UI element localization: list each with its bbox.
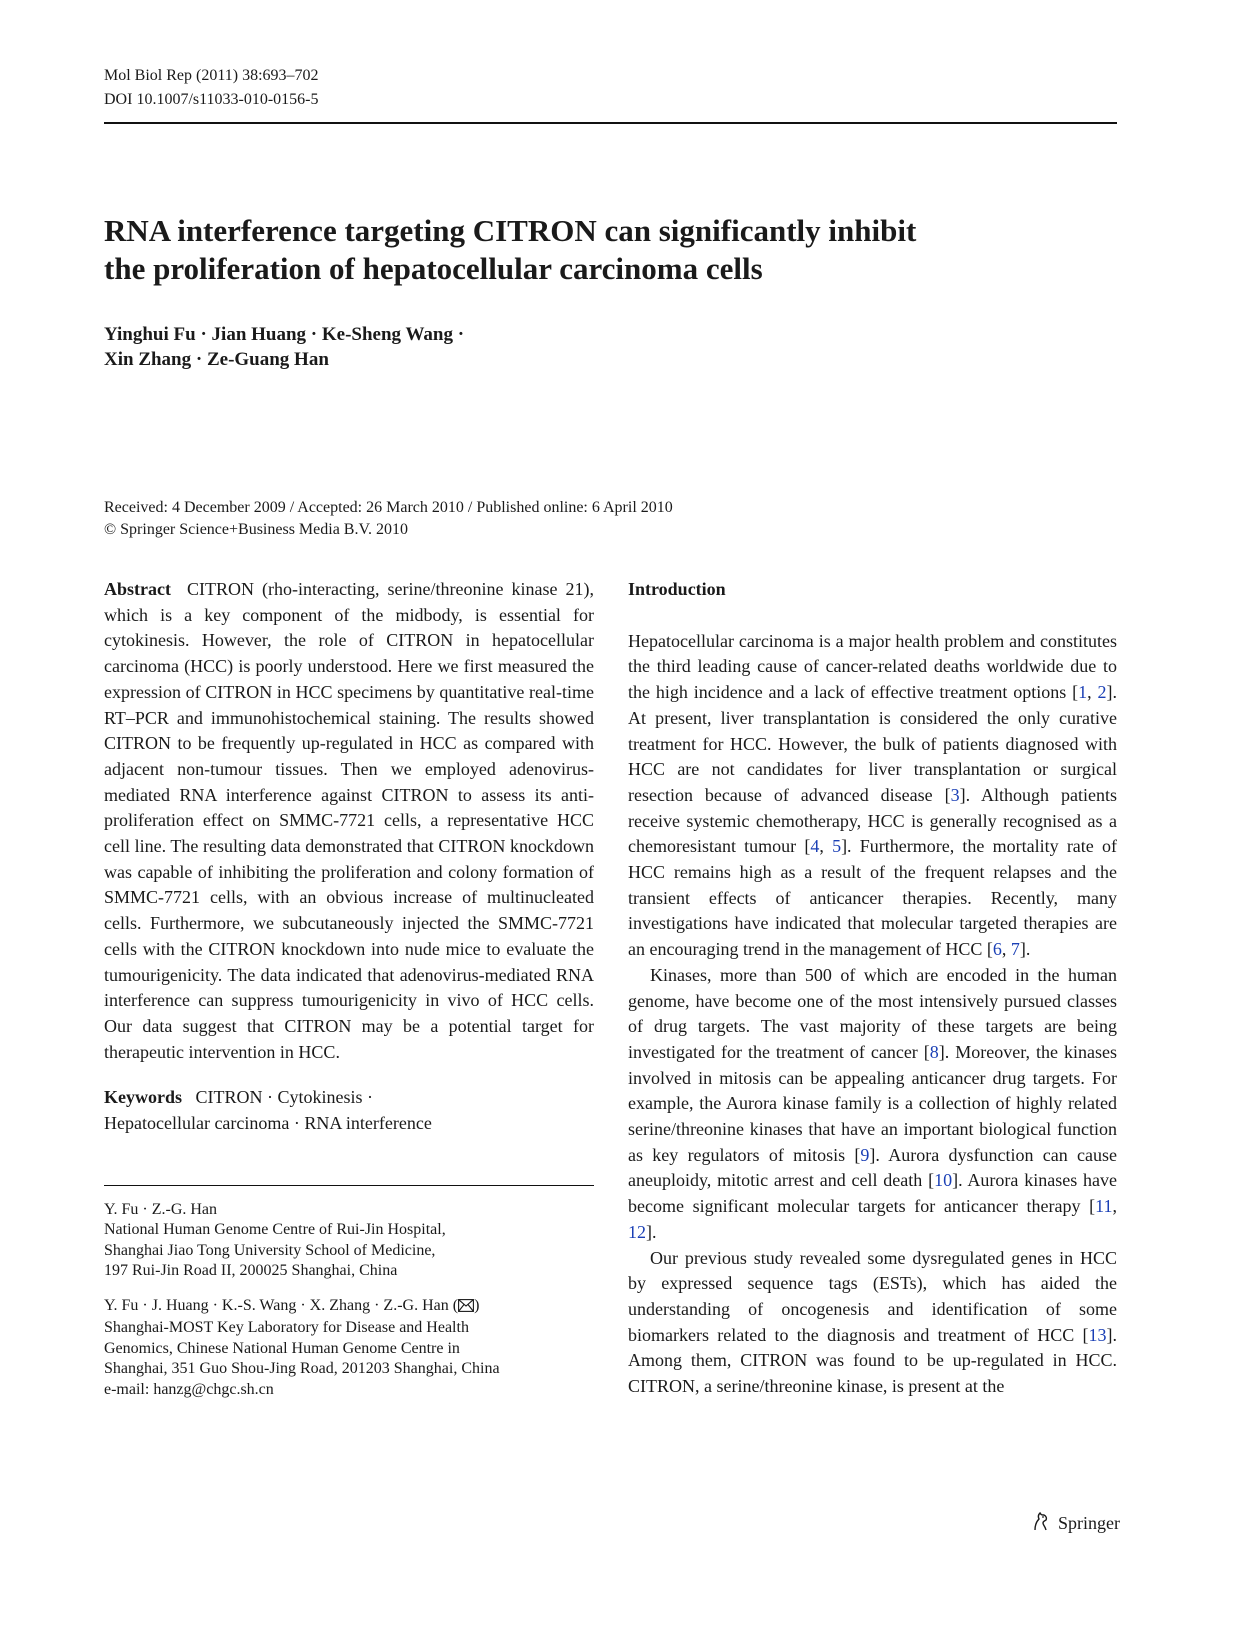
citation-link[interactable]: 11 <box>1095 1196 1113 1217</box>
publication-dates <box>104 497 1004 541</box>
corresponding-email[interactable]: e-mail: hanzg@chgc.sh.cn <box>104 1380 274 1398</box>
citation-link[interactable]: 12 <box>628 1221 646 1242</box>
introduction-heading: Introduction <box>628 579 726 599</box>
left-column <box>104 577 594 1400</box>
springer-horse-icon <box>1030 1510 1052 1537</box>
author-list <box>104 322 804 372</box>
journal-header <box>104 64 319 112</box>
copyright-line: © Springer Science+Business Media B.V. 2010 <box>104 521 408 538</box>
affiliation-2-names-close: ) <box>474 1296 480 1314</box>
keywords-label: Keywords <box>104 1087 182 1108</box>
citation-link[interactable]: 4 <box>810 836 820 857</box>
affiliation-1-line-1: National Human Genome Centre of Rui-Jin Hospital, <box>104 1221 446 1239</box>
intro-paragraph-2: Kinases, more than 500 of which are encoded in the human genome, have become one of the most intensively pursued classes of drug targets. The vast majority of these targets are being investigated for the treatment of cancer [8]. Moreover, the kinases involved in mitosis can be appealing anticancer drug targets. For example, the Aurora kinase family is a collection of highly related serine/threonine kinases that have an important biological function as key regulators of mitosis [9]. Aurora dysfunction can cause aneuploidy, mitotic arrest and cell death [10]. Aurora kinases have become significant molecular targets for anticancer therapy [11, 12]. <box>628 964 1118 1242</box>
citation-link[interactable]: 13 <box>1088 1324 1107 1345</box>
journal-doi[interactable]: DOI 10.1007/s11033-010-0156-5 <box>104 91 319 108</box>
journal-citation: Mol Biol Rep (2011) 38:693–702 <box>104 67 319 84</box>
affiliation-1-line-3: 197 Rui-Jin Road II, 200025 Shanghai, China <box>104 1262 398 1280</box>
title-line-2: the proliferation of hepatocellular carcinoma cells <box>104 251 763 286</box>
citation-link[interactable]: 3 <box>950 784 960 805</box>
citation-link[interactable]: 9 <box>860 1144 870 1165</box>
keywords-line-1: CITRON · Cytokinesis · <box>195 1087 373 1108</box>
envelope-icon <box>458 1298 474 1319</box>
affiliation-2 <box>104 1296 594 1401</box>
header-rule <box>104 122 1117 124</box>
affiliation-rule <box>104 1185 594 1186</box>
right-column <box>628 577 1117 1400</box>
authors-line-1: Yinghui Fu · Jian Huang · Ke-Sheng Wang · <box>104 324 465 345</box>
paper-title <box>104 212 1104 288</box>
title-line-1: RNA interference targeting CITRON can significantly inhibit <box>104 213 917 248</box>
citation-link[interactable]: 6 <box>992 939 1002 960</box>
abstract-text: CITRON (rho-interacting, serine/threonine kinase 21), which is a key component of the midbody, is essential for cytokinesis. However, the role of CITRON in hepatocellular carcinoma (HCC) is poorly understood. Here we first measured the expression of CITRON in HCC specimens by quantitative real-time RT–PCR and immunohistochemical staining. The results showed CITRON to be frequently up-regulated in HCC as compared with adjacent non-tumour tissues. Then we employed adenovirus-mediated RNA interference against CITRON to assess its anti-proliferation effect on SMMC-7721 cells, a representative HCC cell line. The resulting data demonstrated that CITRON knockdown was capable of inhibiting the proliferation and colony formation of SMMC-7721 cells, with an obvious increase of multinucleated cells. Furthermore, we subcutaneously injected the SMMC-7721 cells with the CITRON knockdown into nude mice to evaluate the tumourigenicity. The data indicated that adenovirus-mediated RNA interference can suppress tumourigenicity in vivo of HCC cells. Our data suggest that CITRON may be a potential target for therapeutic intervention in HCC. <box>104 579 594 1062</box>
affiliation-1-line-2: Shanghai Jiao Tong University School of Medicine, <box>104 1241 436 1259</box>
citation-link[interactable]: 10 <box>934 1170 953 1191</box>
affiliation-2-line-2: Genomics, Chinese National Human Genome Centre in <box>104 1339 460 1357</box>
citation-link[interactable]: 8 <box>929 1041 939 1062</box>
citation-link[interactable]: 7 <box>1010 939 1020 960</box>
affiliation-2-line-1: Shanghai-MOST Key Laboratory for Disease and Health <box>104 1319 469 1337</box>
citation-link[interactable]: 2 <box>1097 682 1107 703</box>
affiliation-1 <box>104 1200 594 1282</box>
abstract <box>104 577 594 1065</box>
authors-line-2: Xin Zhang · Ze-Guang Han <box>104 349 329 370</box>
intro-paragraph-3: Our previous study revealed some dysregulated genes in HCC by expressed sequence tags (ESTs), which has aided the understanding of oncogenesis and identification of some biomarkers related to the diagnosis and treatment of HCC [13]. Among them, CITRON was found to be up-regulated in HCC. CITRON, a serine/threonine kinase, is present at the <box>628 1247 1117 1397</box>
citation-link[interactable]: 5 <box>832 836 842 857</box>
springer-logo <box>1030 1510 1120 1537</box>
affiliation-2-names-row <box>104 1296 594 1319</box>
springer-wordmark: Springer <box>1058 1513 1120 1533</box>
intro-paragraph-1: Hepatocellular carcinoma is a major health problem and constitutes the third leading cause of cancer-related deaths worldwide due to the high incidence and a lack of effective treatment options [1, 2]. At present, liver transplantation is considered the only curative treatment for HCC. However, the bulk of patients diagnosed with HCC are not candidates for liver transplantation or surgical resection because of advanced disease [3]. Although patients receive systemic chemotherapy, HCC is generally recognised as a chemoresistant tumour [4, 5]. Furthermore, the mortality rate of HCC remains high as a result of the frequent relapses and the transient effects of anticancer therapies. Recently, many investigations have indicated that molecular targeted therapies are an encouraging trend in the management of HCC [6, 7]. <box>628 630 1118 960</box>
affiliation-2-names: Y. Fu · J. Huang · K.-S. Wang · X. Zhang · Z.-G. Han ( <box>104 1296 459 1314</box>
citation-link[interactable]: 1 <box>1078 682 1088 703</box>
abstract-label: Abstract <box>104 579 171 599</box>
affiliation-2-line-3: Shanghai, 351 Guo Shou-Jing Road, 201203 Shanghai, China <box>104 1360 500 1378</box>
received-accepted-published: Received: 4 December 2009 / Accepted: 26 March 2010 / Published online: 6 April 2010 <box>104 499 673 516</box>
keywords-line-2: Hepatocellular carcinoma · RNA interference <box>104 1113 432 1134</box>
affiliation-1-names: Y. Fu · Z.-G. Han <box>104 1200 218 1218</box>
keywords <box>104 1085 594 1136</box>
